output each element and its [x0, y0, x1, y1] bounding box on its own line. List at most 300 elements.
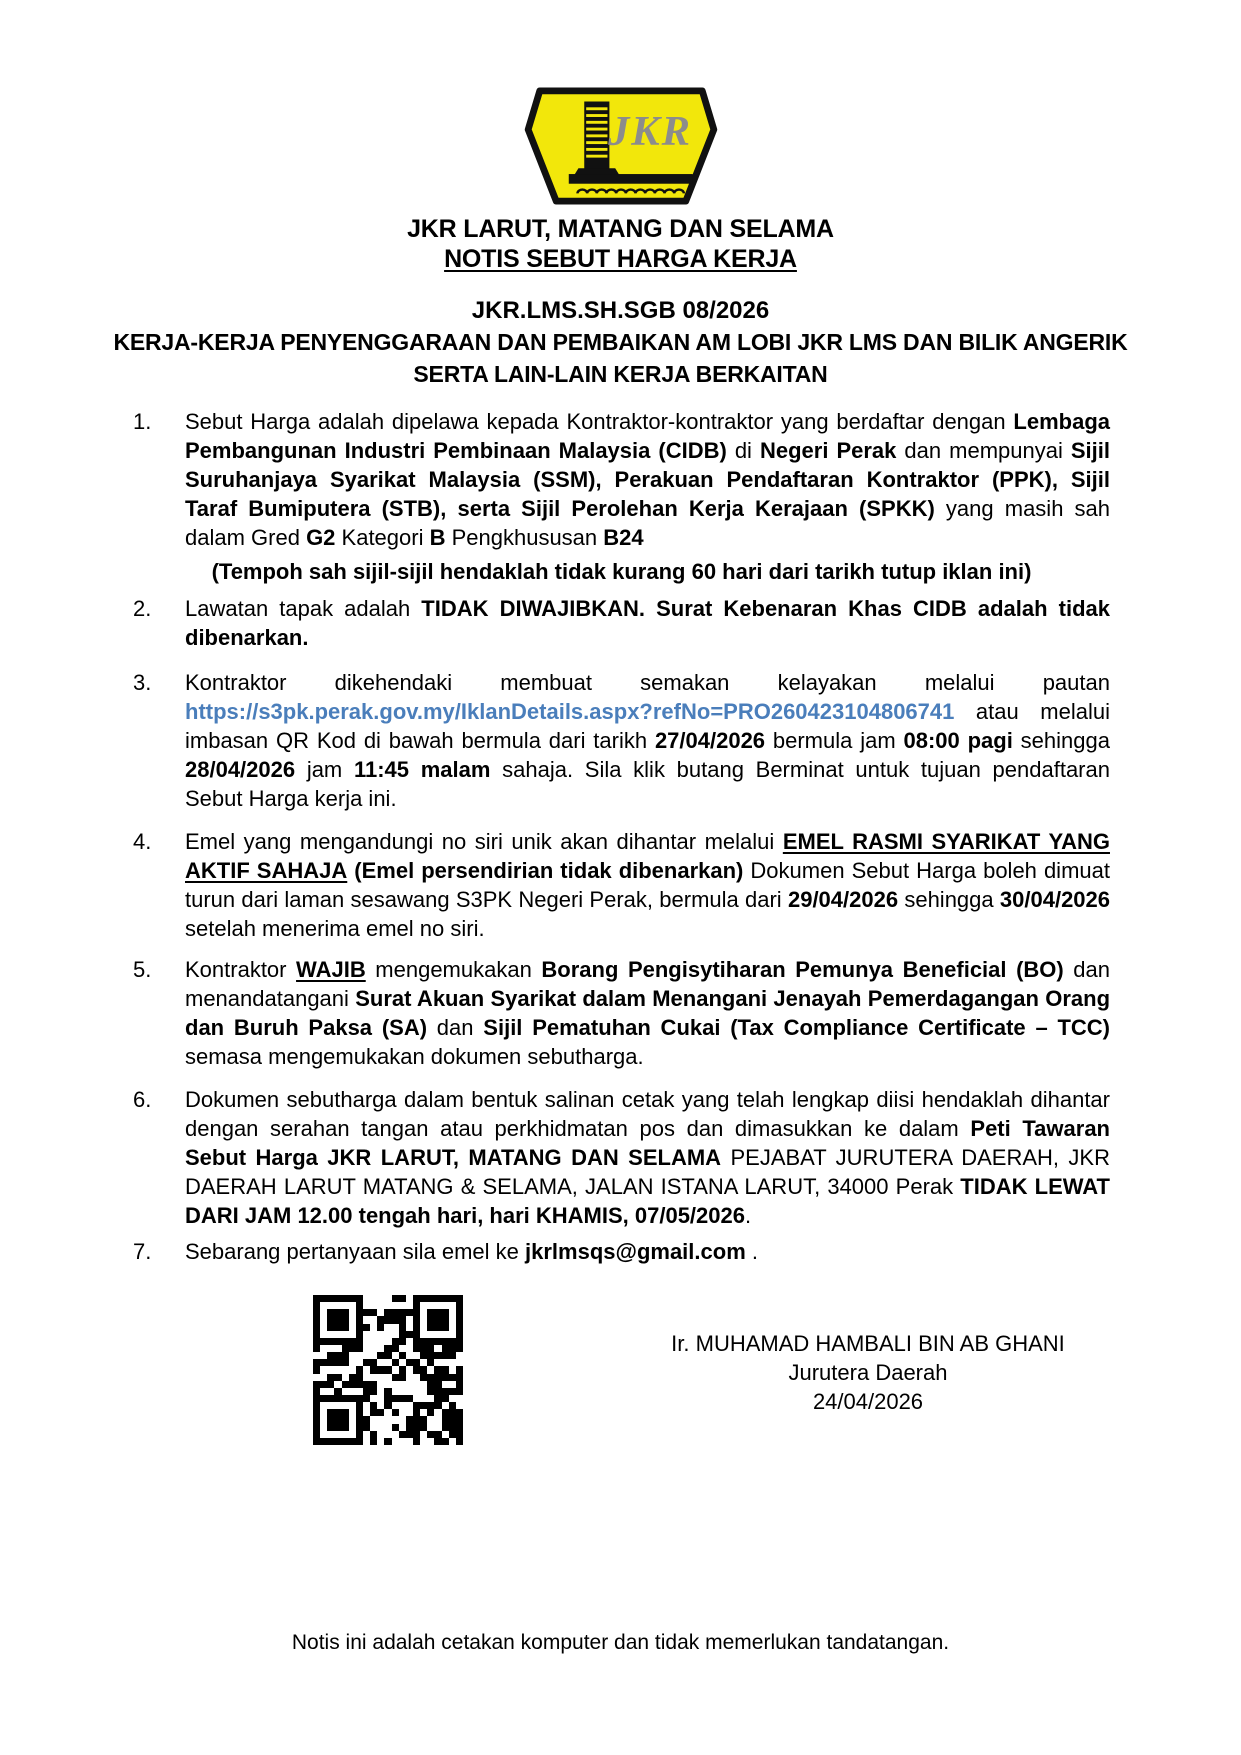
qr-module: [327, 1316, 334, 1323]
qr-module: [449, 1388, 456, 1395]
qr-module: [363, 1388, 370, 1395]
qr-module: [420, 1366, 427, 1373]
qr-signature-row: [0, 1295, 1241, 1445]
qr-module: [356, 1424, 363, 1431]
qr-module: [356, 1366, 363, 1373]
qr-module: [399, 1331, 406, 1338]
qr-module: [399, 1431, 406, 1438]
qr-module: [327, 1324, 334, 1331]
item-text: [185, 1085, 1110, 1230]
qr-module: [442, 1395, 449, 1402]
text-run: Sebut Harga adalah dipelawa kepada Kontraktor-kontraktor yang berdaftar dengan: [185, 409, 1014, 434]
qr-module: [442, 1366, 449, 1373]
qr-module: [434, 1316, 441, 1323]
qr-module: [413, 1316, 420, 1323]
qr-module: [320, 1395, 327, 1402]
qr-module: [370, 1388, 377, 1395]
qr-module: [356, 1395, 363, 1402]
qr-module: [434, 1381, 441, 1388]
notice-item-5: [133, 955, 1110, 1071]
qr-module: [413, 1409, 420, 1416]
qr-module: [442, 1374, 449, 1381]
qr-module: [313, 1438, 320, 1445]
qr-module: [392, 1295, 399, 1302]
qr-module: [456, 1331, 463, 1338]
qr-module: [342, 1295, 349, 1302]
qr-module: [342, 1359, 349, 1366]
qr-module: [399, 1324, 406, 1331]
qr-module: [442, 1424, 449, 1431]
qr-module: [442, 1438, 449, 1445]
qr-module: [327, 1352, 334, 1359]
text-run: Kontraktor: [185, 957, 297, 982]
qr-module: [342, 1309, 349, 1316]
qr-module: [449, 1431, 456, 1438]
qr-module: [377, 1409, 384, 1416]
qr-module: [334, 1324, 341, 1331]
item-text: [185, 407, 1110, 552]
qr-module: [384, 1316, 391, 1323]
item-text: [185, 668, 1110, 813]
qr-module: [313, 1338, 320, 1345]
qr-module: [313, 1359, 320, 1366]
qr-module: [420, 1352, 427, 1359]
qr-module: [434, 1374, 441, 1381]
qr-module: [399, 1295, 406, 1302]
text-run: jkrlmsqs@gmail.com: [525, 1239, 746, 1264]
qr-module: [413, 1359, 420, 1366]
text-run: Borang Pengisytiharan Pemunya Beneficial (BO): [541, 957, 1064, 982]
qr-module: [356, 1331, 363, 1338]
qr-module: [327, 1338, 334, 1345]
qr-module: [456, 1438, 463, 1445]
qr-module: [392, 1395, 399, 1402]
qr-module: [399, 1395, 406, 1402]
qr-module: [449, 1338, 456, 1345]
text-run: sahaja. Sila klik butang Berminat untuk tujuan pendaftaran Sebut Harga kerja ini.: [185, 757, 1110, 811]
qr-module: [327, 1309, 334, 1316]
qr-module: [320, 1359, 327, 1366]
qr-module: [370, 1402, 377, 1409]
subject-line-1: KERJA-KERJA PENYENGGARAAN DAN PEMBAIKAN AM LOBI JKR LMS DAN BILIK ANGERIK: [113, 329, 1128, 355]
qr-module: [334, 1438, 341, 1445]
qr-module: [363, 1359, 370, 1366]
qr-module: [427, 1431, 434, 1438]
qr-module: [356, 1302, 363, 1309]
qr-module: [313, 1416, 320, 1423]
qr-module: [434, 1388, 441, 1395]
qr-module: [406, 1359, 413, 1366]
qr-module: [399, 1352, 406, 1359]
qr-module: [356, 1438, 363, 1445]
qr-module: [377, 1352, 384, 1359]
qr-module: [406, 1424, 413, 1431]
qr-module: [413, 1324, 420, 1331]
qr-module: [384, 1366, 391, 1373]
text-run: Peti Tawaran Sebut Harga JKR LARUT, MATANG DAN SELAMA: [185, 1116, 1110, 1170]
qr-module: [406, 1331, 413, 1338]
qr-module: [456, 1338, 463, 1345]
text-run: (Emel persendirian tidak dibenarkan): [354, 858, 744, 883]
text-run: Sebarang pertanyaan sila emel ke: [185, 1239, 525, 1264]
qr-module: [456, 1309, 463, 1316]
qr-module: [349, 1374, 356, 1381]
qr-module: [406, 1431, 413, 1438]
qr-module: [427, 1324, 434, 1331]
qr-module: [334, 1352, 341, 1359]
qr-module: [320, 1338, 327, 1345]
jkr-logo-icon: [524, 87, 718, 205]
qr-module: [427, 1374, 434, 1381]
qr-module: [399, 1338, 406, 1345]
qr-module: [449, 1402, 456, 1409]
qr-module: [420, 1374, 427, 1381]
item-text: [185, 1237, 1110, 1266]
qr-module: [399, 1316, 406, 1323]
item-text: [185, 955, 1110, 1071]
qr-module: [342, 1438, 349, 1445]
qr-module: [356, 1316, 363, 1323]
qr-module: [413, 1338, 420, 1345]
qr-module: [327, 1295, 334, 1302]
qr-module: [342, 1409, 349, 1416]
text-run: 29/04/2026: [787, 887, 899, 912]
qr-module: [363, 1424, 370, 1431]
validity-note: (Tempoh sah sijil-sijil hendaklah tidak kurang 60 hari dari tarikh tutup iklan ini): [211, 559, 1032, 584]
text-run: Kontraktor dikehendaki membuat semakan kelayakan melalui pautan: [185, 670, 1110, 695]
item-number: 5.: [133, 957, 152, 982]
qr-module: [434, 1366, 441, 1373]
qr-module: [320, 1381, 327, 1388]
qr-module: [384, 1352, 391, 1359]
qr-module: [392, 1338, 399, 1345]
text-run: semasa mengemukakan dokumen sebutharga.: [185, 1044, 644, 1069]
notice-item-7: [133, 1237, 1110, 1266]
text-run: Lembaga Pembangunan Industri Pembinaan Malaysia (CIDB): [185, 409, 1110, 463]
qr-module: [413, 1345, 420, 1352]
signatory-name: Ir. MUHAMAD HAMBALI BIN AB GHANI: [671, 1331, 1065, 1356]
qr-module: [442, 1352, 449, 1359]
text-run: 27/04/2026: [654, 728, 766, 753]
qr-module: [370, 1409, 377, 1416]
qr-module: [363, 1309, 370, 1316]
text-run: B: [429, 525, 446, 550]
qr-module: [456, 1374, 463, 1381]
qr-module: [427, 1409, 434, 1416]
qr-module: [434, 1338, 441, 1345]
qr-module: [356, 1324, 363, 1331]
item-number: 6.: [133, 1087, 152, 1112]
qr-module: [349, 1438, 356, 1445]
qr-module: [334, 1374, 341, 1381]
org-title: JKR LARUT, MATANG DAN SELAMA: [407, 215, 834, 243]
qr-module: [413, 1295, 420, 1302]
qr-module: [427, 1352, 434, 1359]
notice-item-6: [133, 1085, 1110, 1230]
qr-module: [334, 1359, 341, 1366]
qr-module: [349, 1338, 356, 1345]
qr-module: [334, 1309, 341, 1316]
qr-module: [334, 1395, 341, 1402]
qr-module: [420, 1402, 427, 1409]
qr-module: [449, 1374, 456, 1381]
qr-module: [434, 1295, 441, 1302]
qr-module: [363, 1416, 370, 1423]
qr-module: [427, 1402, 434, 1409]
qr-module: [456, 1424, 463, 1431]
qr-module: [434, 1438, 441, 1445]
qr-module: [434, 1324, 441, 1331]
qr-module: [442, 1309, 449, 1316]
qr-module: [342, 1316, 349, 1323]
text-run: dan menandatangani: [185, 957, 1110, 1011]
qr-module: [442, 1388, 449, 1395]
text-run: TIDAK LEWAT DARI JAM 12.00 tengah hari, hari KHAMIS, 07/05/2026: [185, 1174, 1110, 1228]
notice-item-2: [133, 594, 1110, 652]
qr-module: [442, 1338, 449, 1345]
qr-module: [413, 1416, 420, 1423]
qr-module: [349, 1295, 356, 1302]
qr-module: [334, 1409, 341, 1416]
qr-module: [420, 1295, 427, 1302]
qr-module: [392, 1309, 399, 1316]
qr-module: [456, 1381, 463, 1388]
text-run: yang masih sah dalam Gred: [185, 496, 1110, 550]
qr-module: [363, 1395, 370, 1402]
qr-module: [456, 1409, 463, 1416]
text-run: 08:00 pagi: [903, 728, 1013, 753]
qr-module: [434, 1431, 441, 1438]
qr-module: [413, 1424, 420, 1431]
logo-container: [0, 0, 1241, 205]
text-run: .: [744, 1203, 752, 1228]
text-run: G2: [306, 525, 336, 550]
qr-module: [313, 1345, 320, 1352]
qr-module: [320, 1438, 327, 1445]
qr-module: [349, 1345, 356, 1352]
qr-module: [456, 1345, 463, 1352]
qr-module: [413, 1331, 420, 1338]
notice-item-1: [133, 407, 1110, 552]
text-run: atau melalui imbasan QR Kod di bawah bermula dari tarikh: [185, 699, 1110, 753]
qr-module: [377, 1324, 384, 1331]
qr-module: [427, 1359, 434, 1366]
text-run: Negeri Perak: [759, 438, 897, 463]
qr-module: [456, 1316, 463, 1323]
qr-module: [449, 1409, 456, 1416]
qr-module: [356, 1338, 363, 1345]
item-number: 3.: [133, 670, 152, 695]
qr-module: [413, 1309, 420, 1316]
qr-module: [334, 1388, 341, 1395]
qr-module: [427, 1388, 434, 1395]
qr-module: [327, 1438, 334, 1445]
qr-module: [442, 1324, 449, 1331]
notice-item-4: [133, 827, 1110, 943]
text-run: Dokumen sebutharga dalam bentuk salinan cetak yang telah lengkap diisi hendaklah dihantar dengan serahan tangan atau perkhidmatan pos dan dimasukkan ke dalam: [185, 1087, 1110, 1141]
qr-module: [313, 1388, 320, 1395]
footer-note: Notis ini adalah cetakan komputer dan tidak memerlukan tandatangan.: [291, 1631, 950, 1654]
signature-date: 24/04/2026: [812, 1389, 924, 1414]
qr-module: [392, 1345, 399, 1352]
qr-module: [370, 1309, 377, 1316]
qr-module: [313, 1431, 320, 1438]
signatory-title: Jurutera Daerah: [788, 1360, 948, 1385]
qr-module: [342, 1338, 349, 1345]
qr-module: [356, 1309, 363, 1316]
qr-module: [342, 1381, 349, 1388]
text-run: Dokumen Sebut Harga boleh dimuat turun dari laman sesawang S3PK Negeri Perak, bermula dari: [185, 858, 1110, 912]
text-run: 28/04/2026: [185, 757, 296, 782]
item-text: [185, 594, 1110, 652]
qr-module: [356, 1345, 363, 1352]
qr-module: [392, 1316, 399, 1323]
qr-module: [399, 1309, 406, 1316]
text-run: Kategori: [335, 525, 430, 550]
qr-module: [334, 1295, 341, 1302]
qr-module: [313, 1302, 320, 1309]
notice-title: [0, 244, 1241, 274]
qr-module: [377, 1366, 384, 1373]
text-run: mengemukakan: [365, 957, 542, 982]
qr-module: [327, 1395, 334, 1402]
item-text: [185, 827, 1110, 943]
qr-module: [313, 1409, 320, 1416]
text-run: Pengkhususan: [445, 525, 604, 550]
qr-module: [442, 1316, 449, 1323]
qr-module: [442, 1416, 449, 1423]
text-run: di: [726, 438, 760, 463]
qr-module: [327, 1416, 334, 1423]
text-run: Surat Akuan Syarikat dalam Menangani Jenayah Pemerdagangan Orang dan Buruh Paksa (SA): [185, 986, 1111, 1040]
qr-module: [377, 1316, 384, 1323]
qr-module: [456, 1324, 463, 1331]
qr-module: [427, 1381, 434, 1388]
qr-module: [384, 1309, 391, 1316]
text-run: Sijil Suruhanjaya Syarikat Malaysia (SSM), Perakuan Pendaftaran Kontraktor (PPK), Sijil Taraf Bumiputera (STB), serta Sijil Perolehan Kerja Kerajaan (SPKK): [185, 438, 1110, 521]
qr-module: [342, 1324, 349, 1331]
qr-module: [392, 1374, 399, 1381]
text-run: dan: [427, 1015, 484, 1040]
qr-module: [456, 1302, 463, 1309]
qr-module: [449, 1295, 456, 1302]
qr-module: [334, 1416, 341, 1423]
qr-module: [406, 1309, 413, 1316]
qr-module: [413, 1302, 420, 1309]
qr-module: [427, 1309, 434, 1316]
text-run: Emel yang mengandungi no siri unik akan dihantar melalui: [185, 829, 783, 854]
qr-module: [342, 1345, 349, 1352]
notice-items: [0, 407, 1241, 1266]
qr-module: [449, 1352, 456, 1359]
qr-module: [349, 1381, 356, 1388]
qr-module: [356, 1295, 363, 1302]
qr-module: [313, 1295, 320, 1302]
qr-module: [370, 1366, 377, 1373]
qr-module: [406, 1416, 413, 1423]
qr-module: [327, 1424, 334, 1431]
qr-module: [427, 1345, 434, 1352]
qr-module: [434, 1352, 441, 1359]
qr-module: [356, 1431, 363, 1438]
qr-module: [313, 1395, 320, 1402]
qr-module: [313, 1424, 320, 1431]
qr-module: [456, 1295, 463, 1302]
qr-module: [363, 1324, 370, 1331]
qr-module: [420, 1338, 427, 1345]
qr-module: [370, 1381, 377, 1388]
qr-module: [334, 1338, 341, 1345]
qr-module: [392, 1424, 399, 1431]
qr-module: [413, 1438, 420, 1445]
qr-module: [384, 1388, 391, 1395]
text-run: 30/04/2026: [999, 887, 1111, 912]
qr-module: [427, 1295, 434, 1302]
qr-module: [456, 1366, 463, 1373]
text-run: sehingga: [1012, 728, 1110, 753]
jkr-logo-text: JKR: [607, 108, 692, 156]
text-run: EMEL RASMI SYARIKAT YANG AKTIF SAHAJA: [185, 829, 1110, 883]
qr-code: [313, 1295, 463, 1445]
procurement-link[interactable]: https://s3pk.perak.gov.my/IklanDetails.aspx?refNo=PRO260423104806741: [185, 699, 955, 724]
signature-block: [668, 1295, 1068, 1416]
qr-module: [442, 1409, 449, 1416]
text-run: sehingga: [898, 887, 1000, 912]
qr-module: [384, 1402, 391, 1409]
qr-module: [370, 1359, 377, 1366]
text-run: Sijil Pematuhan Cukai (Tax Compliance Certificate – TCC): [483, 1015, 1110, 1040]
qr-module: [442, 1295, 449, 1302]
qr-module: [449, 1424, 456, 1431]
text-run: setelah menerima emel no siri.: [185, 916, 485, 941]
qr-module: [456, 1388, 463, 1395]
qr-module: [356, 1381, 363, 1388]
qr-module: [342, 1395, 349, 1402]
text-run: 11:45 malam: [353, 757, 491, 782]
qr-module: [384, 1395, 391, 1402]
qr-module: [313, 1324, 320, 1331]
text-run: B24: [603, 525, 644, 550]
qr-module: [363, 1381, 370, 1388]
qr-module: [327, 1409, 334, 1416]
qr-module: [356, 1402, 363, 1409]
qr-module: [413, 1431, 420, 1438]
qr-module: [356, 1416, 363, 1423]
qr-module: [349, 1395, 356, 1402]
qr-module: [342, 1352, 349, 1359]
item-number: 1.: [133, 409, 152, 434]
qr-module: [413, 1366, 420, 1373]
qr-module: [434, 1309, 441, 1316]
qr-module: [392, 1409, 399, 1416]
qr-module: [420, 1424, 427, 1431]
text-run: WAJIB: [296, 957, 366, 982]
text-run: dan mempunyai: [896, 438, 1071, 463]
qr-module: [327, 1374, 334, 1381]
qr-module: [449, 1345, 456, 1352]
qr-module: [327, 1359, 334, 1366]
qr-module: [384, 1345, 391, 1352]
text-run: TIDAK DIWAJIBKAN. Surat Kebenaran Khas CIDB adalah tidak dibenarkan.: [185, 596, 1110, 650]
qr-module: [342, 1416, 349, 1423]
qr-module: [313, 1331, 320, 1338]
qr-module: [392, 1359, 399, 1366]
qr-module: [370, 1431, 377, 1438]
qr-module: [334, 1316, 341, 1323]
qr-module: [434, 1402, 441, 1409]
qr-module: [427, 1338, 434, 1345]
qr-module: [313, 1316, 320, 1323]
